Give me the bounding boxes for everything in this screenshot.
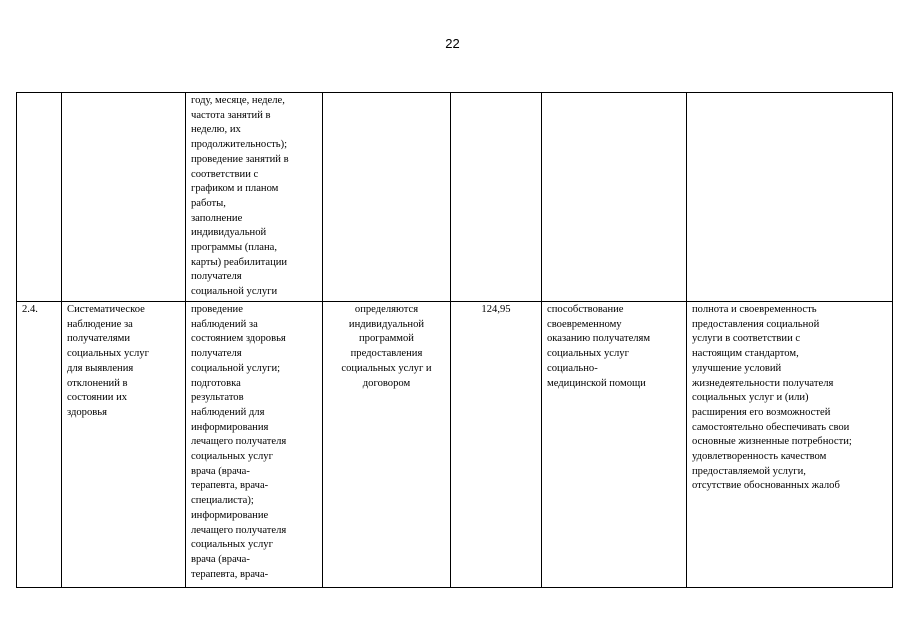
text-line: соответствии с: [191, 168, 259, 180]
cell-terms: [323, 93, 451, 302]
text-line: своевременному: [547, 318, 622, 330]
cell-service-description: [186, 302, 323, 588]
text-line: получателя: [191, 271, 242, 283]
text-line: здоровья: [67, 406, 107, 418]
text-line: предоставления социальной: [692, 318, 820, 330]
text-line: социальной услуги: [191, 286, 278, 298]
text-line: улучшение условий: [692, 362, 782, 374]
table-row-continuation: [17, 93, 893, 302]
text-line: социальных услуг: [191, 539, 273, 551]
text-line: получателя: [191, 348, 242, 360]
text-line: подготовка: [191, 377, 241, 389]
text-line: социальных услуг и (или): [692, 392, 809, 404]
text-line: информирования: [191, 421, 269, 433]
text-line: договором: [362, 377, 411, 389]
text-line: частота занятий в: [191, 109, 271, 121]
text-line: продолжительность);: [191, 139, 288, 151]
purpose-lines: [547, 303, 681, 391]
text-line: работы,: [191, 197, 226, 209]
text-line: получателями: [67, 333, 131, 345]
cell-service-name: [62, 302, 186, 588]
text-line: наблюдений за: [191, 318, 258, 330]
text-line: социальных услуг и: [341, 362, 432, 374]
cell-quality: [687, 93, 893, 302]
text-line: полнота и своевременность: [692, 304, 817, 315]
page-number: 22: [445, 36, 460, 51]
text-line: индивидуальной: [348, 318, 425, 330]
services-table: [16, 92, 893, 588]
text-line: карты) реабилитации: [191, 256, 288, 268]
cell-quality: [687, 302, 893, 588]
description-lines: [191, 94, 317, 300]
cell-number: [17, 93, 62, 302]
text-line: врача (врача-: [191, 465, 250, 477]
text-line: социальной услуги;: [191, 362, 281, 374]
text-line: предоставления: [350, 348, 423, 360]
text-line: наблюдение за: [67, 318, 133, 330]
text-line: индивидуальной: [191, 227, 267, 239]
description-lines: [191, 303, 317, 582]
text-line: социальных услуг: [547, 348, 629, 360]
table-row-2-4: [17, 302, 893, 588]
cell-number: 2.4.: [17, 302, 62, 588]
text-line: медицинской помощи: [547, 377, 646, 389]
text-line: проведение занятий в: [191, 153, 289, 165]
cell-terms: [323, 302, 451, 588]
text-line: отсутствие обоснованных жалоб: [692, 480, 840, 492]
text-line: программой: [359, 333, 414, 345]
text-line: расширения его возможностей: [692, 406, 831, 418]
text-line: лечащего получателя: [191, 524, 287, 536]
terms-lines: [328, 303, 445, 391]
text-line: самостоятельно обеспечивать свои: [692, 421, 850, 433]
text-line: информирование: [191, 509, 269, 521]
cell-tariff: 124,95: [451, 302, 542, 588]
text-line: неделю, их: [191, 124, 241, 136]
text-line: социально-: [547, 362, 598, 374]
text-line: специалиста);: [191, 495, 254, 507]
cell-tariff: [451, 93, 542, 302]
text-line: отклонений в: [67, 377, 128, 389]
text-line: результатов: [191, 392, 244, 404]
quality-lines: [692, 303, 887, 494]
text-line: состоянии их: [67, 392, 128, 404]
text-line: предоставляемой услуги,: [692, 465, 806, 477]
text-line: социальных услуг: [191, 451, 273, 463]
cell-service-name: [62, 93, 186, 302]
text-line: наблюдений для: [191, 406, 265, 418]
text-line: услуги в соответствии с: [692, 333, 801, 345]
text-line: Систематическое: [67, 304, 145, 315]
name-lines: [67, 303, 180, 421]
cell-purpose: [542, 302, 687, 588]
text-line: настоящим стандартом,: [692, 348, 799, 360]
text-line: оказанию получателям: [547, 333, 651, 345]
text-line: врача (врача-: [191, 553, 250, 565]
text-line: заполнение: [191, 212, 243, 224]
text-line: состоянием здоровья: [191, 333, 286, 345]
text-line: году, месяце, неделе,: [191, 95, 285, 106]
text-line: программы (плана,: [191, 242, 277, 254]
text-line: проведение: [191, 304, 243, 315]
text-line: социальных услуг: [67, 348, 149, 360]
text-line: способствование: [547, 304, 624, 315]
text-line: определяются: [354, 304, 419, 315]
text-line: жизнедеятельности получателя: [692, 377, 834, 389]
cell-purpose: [542, 93, 687, 302]
text-line: терапевта, врача-: [191, 568, 269, 580]
text-line: для выявления: [67, 362, 134, 374]
text-line: основные жизненные потребности;: [692, 436, 852, 448]
text-line: терапевта, врача-: [191, 480, 269, 492]
cell-service-description: [186, 93, 323, 302]
text-line: графиком и планом: [191, 183, 279, 195]
text-line: лечащего получателя: [191, 436, 287, 448]
text-line: удовлетворенность качеством: [692, 451, 827, 463]
